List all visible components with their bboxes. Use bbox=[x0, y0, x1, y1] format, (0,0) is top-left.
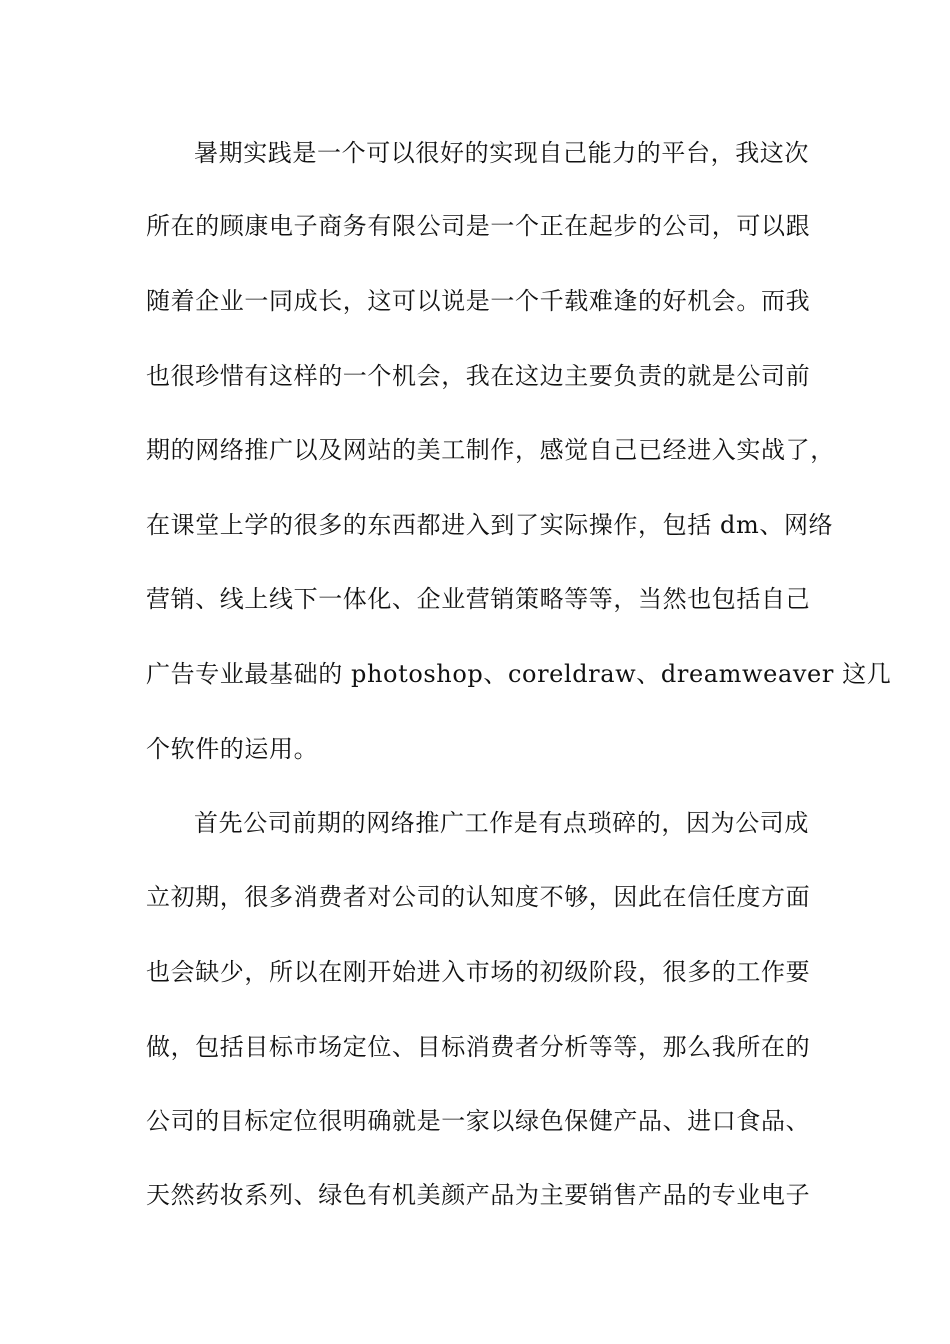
paragraph-2-line-4: 做，包括目标市场定位、目标消费者分析等等，那么我所在的 bbox=[146, 1033, 811, 1061]
paragraph-1-line-4: 也很珍惜有这样的一个机会，我在这边主要负责的就是公司前 bbox=[146, 362, 811, 390]
paragraph-1-line-1: 暑期实践是一个可以很好的实现自己能力的平台，我这次 bbox=[194, 139, 809, 167]
paragraph-2-line-5: 公司的目标定位很明确就是一家以绿色保健产品、进口食品、 bbox=[146, 1107, 811, 1135]
paragraph-1-line-5: 期的网络推广以及网站的美工制作，感觉自己已经进入实战了， bbox=[146, 436, 835, 464]
paragraph-1-line-6: 在课堂上学的很多的东西都进入到了实际操作，包括 dm、网络 bbox=[146, 511, 834, 539]
paragraph-1-line-2: 所在的顾康电子商务有限公司是一个正在起步的公司，可以跟 bbox=[146, 212, 811, 240]
paragraph-2-line-1: 首先公司前期的网络推广工作是有点琐碎的，因为公司成 bbox=[194, 809, 809, 837]
paragraph-1-line-9: 个软件的运用。 bbox=[146, 735, 319, 763]
paragraph-2-line-2: 立初期，很多消费者对公司的认知度不够，因此在信任度方面 bbox=[146, 883, 811, 911]
paragraph-1-line-7: 营销、线上线下一体化、企业营销策略等等，当然也包括自己 bbox=[146, 585, 811, 613]
paragraph-1-line-8: 广告专业最基础的 photoshop、coreldraw、dreamweaver 这几 bbox=[146, 660, 892, 688]
paragraph-2-line-3: 也会缺少，所以在刚开始进入市场的初级阶段，很多的工作要 bbox=[146, 958, 811, 986]
paragraph-1-line-3: 随着企业一同成长，这可以说是一个千载难逢的好机会。而我 bbox=[146, 287, 811, 315]
paragraph-2-line-6: 天然药妆系列、绿色有机美颜产品为主要销售产品的专业电子 bbox=[146, 1181, 811, 1209]
